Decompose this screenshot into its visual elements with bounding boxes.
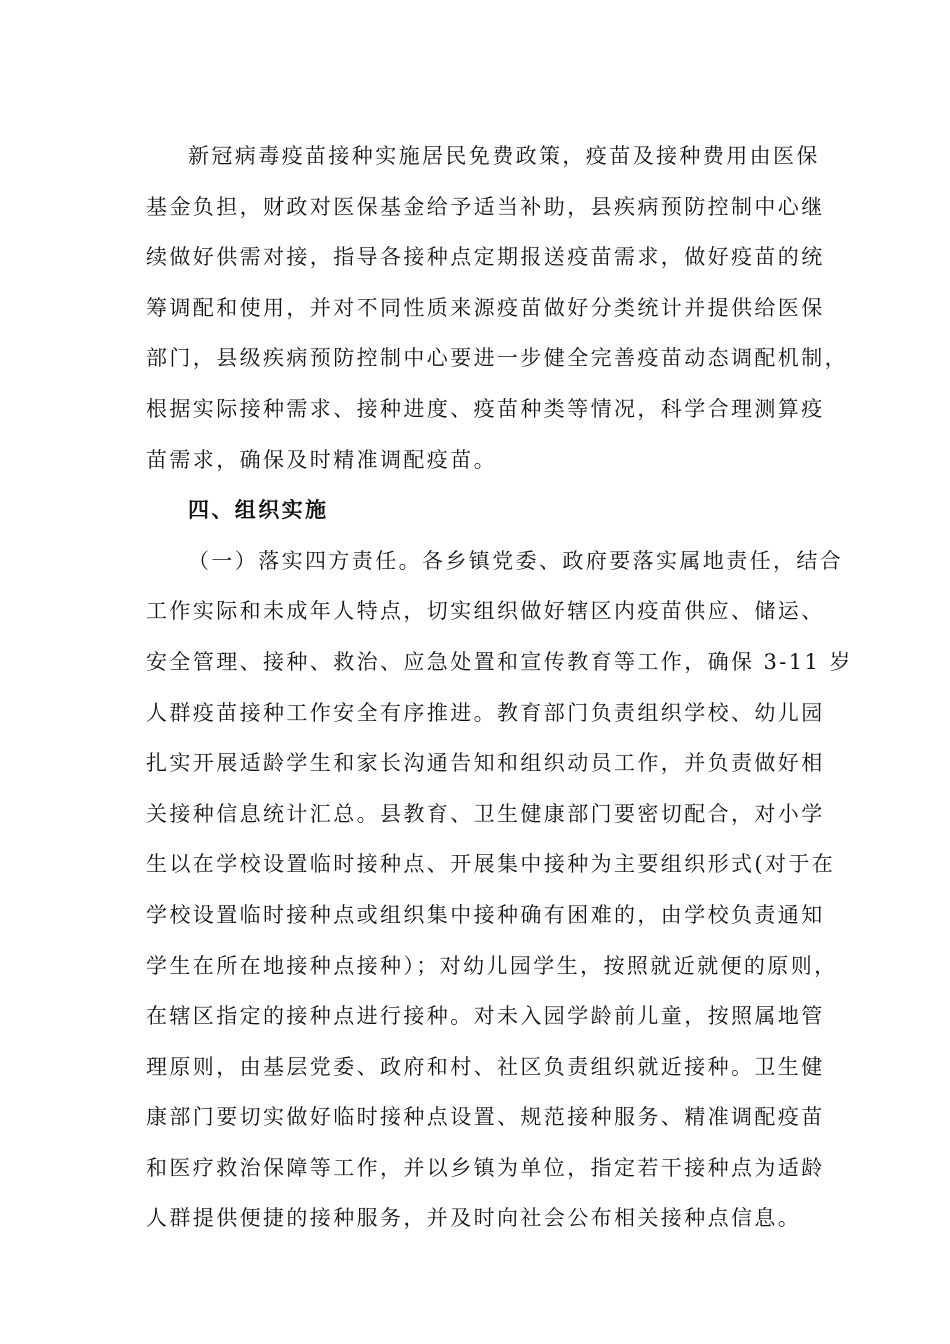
paragraph-line: 安全管理、接种、救治、应急处置和宣传教育等工作，确保 3-11 岁 [146,649,853,674]
paragraph-line: 学生在所在地接种点接种）；对幼儿园学生，按照就近就便的原则， [146,953,838,978]
paragraph-line: 基金负担，财政对医保基金给予适当补助，县疾病预防控制中心继 [146,194,825,219]
paragraph-line: 在辖区指定的接种点进行接种。对未入园学龄前儿童，按照属地管 [146,1004,825,1029]
paragraph-line: 筹调配和使用，并对不同性质来源疫苗做好分类统计并提供给医保 [146,295,825,320]
paragraph-line: （一）落实四方责任。各乡镇党委、政府要落实属地责任，结合 [188,548,844,573]
section-heading: 四、组织实施 [188,497,329,523]
paragraph-line: 关接种信息统计汇总。县教育、卫生健康部门要密切配合，对小学 [146,801,825,826]
paragraph-line: 生以在学校设置临时接种点、开展集中接种为主要组织形式(对于在 [146,852,836,877]
paragraph-line: 和医疗救治保障等工作，并以乡镇为单位，指定若干接种点为适龄 [146,1155,825,1180]
paragraph-line: 人群疫苗接种工作安全有序推进。教育部门负责组织学校、幼儿园 [146,700,825,725]
paragraph-line: 理原则，由基层党委、政府和村、社区负责组织就近接种。卫生健 [146,1054,825,1079]
paragraph-line: 人群提供便捷的接种服务，并及时向社会公布相关接种点信息。 [146,1206,802,1231]
paragraph-line: 康部门要切实做好临时接种点设置、规范接种服务、精准调配疫苗 [146,1105,825,1130]
paragraph-vaccine-funding [146,131,848,485]
paragraph-line: 新冠病毒疫苗接种实施居民免费政策，疫苗及接种费用由医保 [188,144,820,168]
paragraph-line: 苗需求，确保及时精准调配疫苗。 [146,447,497,472]
paragraph-line: 根据实际接种需求、接种进度、疫苗种类等情况，科学合理测算疫 [146,396,825,421]
document-page [146,131,853,1244]
paragraph-line: 续做好供需对接，指导各接种点定期报送疫苗需求，做好疫苗的统 [146,245,825,270]
paragraph-line: 扎实开展适龄学生和家长沟通告知和组织动员工作，并负责做好相 [146,751,825,776]
paragraph-line: 学校设置临时接种点或组织集中接种确有困难的，由学校负责通知 [146,902,825,927]
paragraph-responsibilities [146,536,853,1244]
paragraph-line: 部门，县级疾病预防控制中心要进一步健全完善疫苗动态调配机制， [146,346,848,371]
paragraph-line: 工作实际和未成年人特点，切实组织做好辖区内疫苗供应、储运、 [146,599,825,624]
